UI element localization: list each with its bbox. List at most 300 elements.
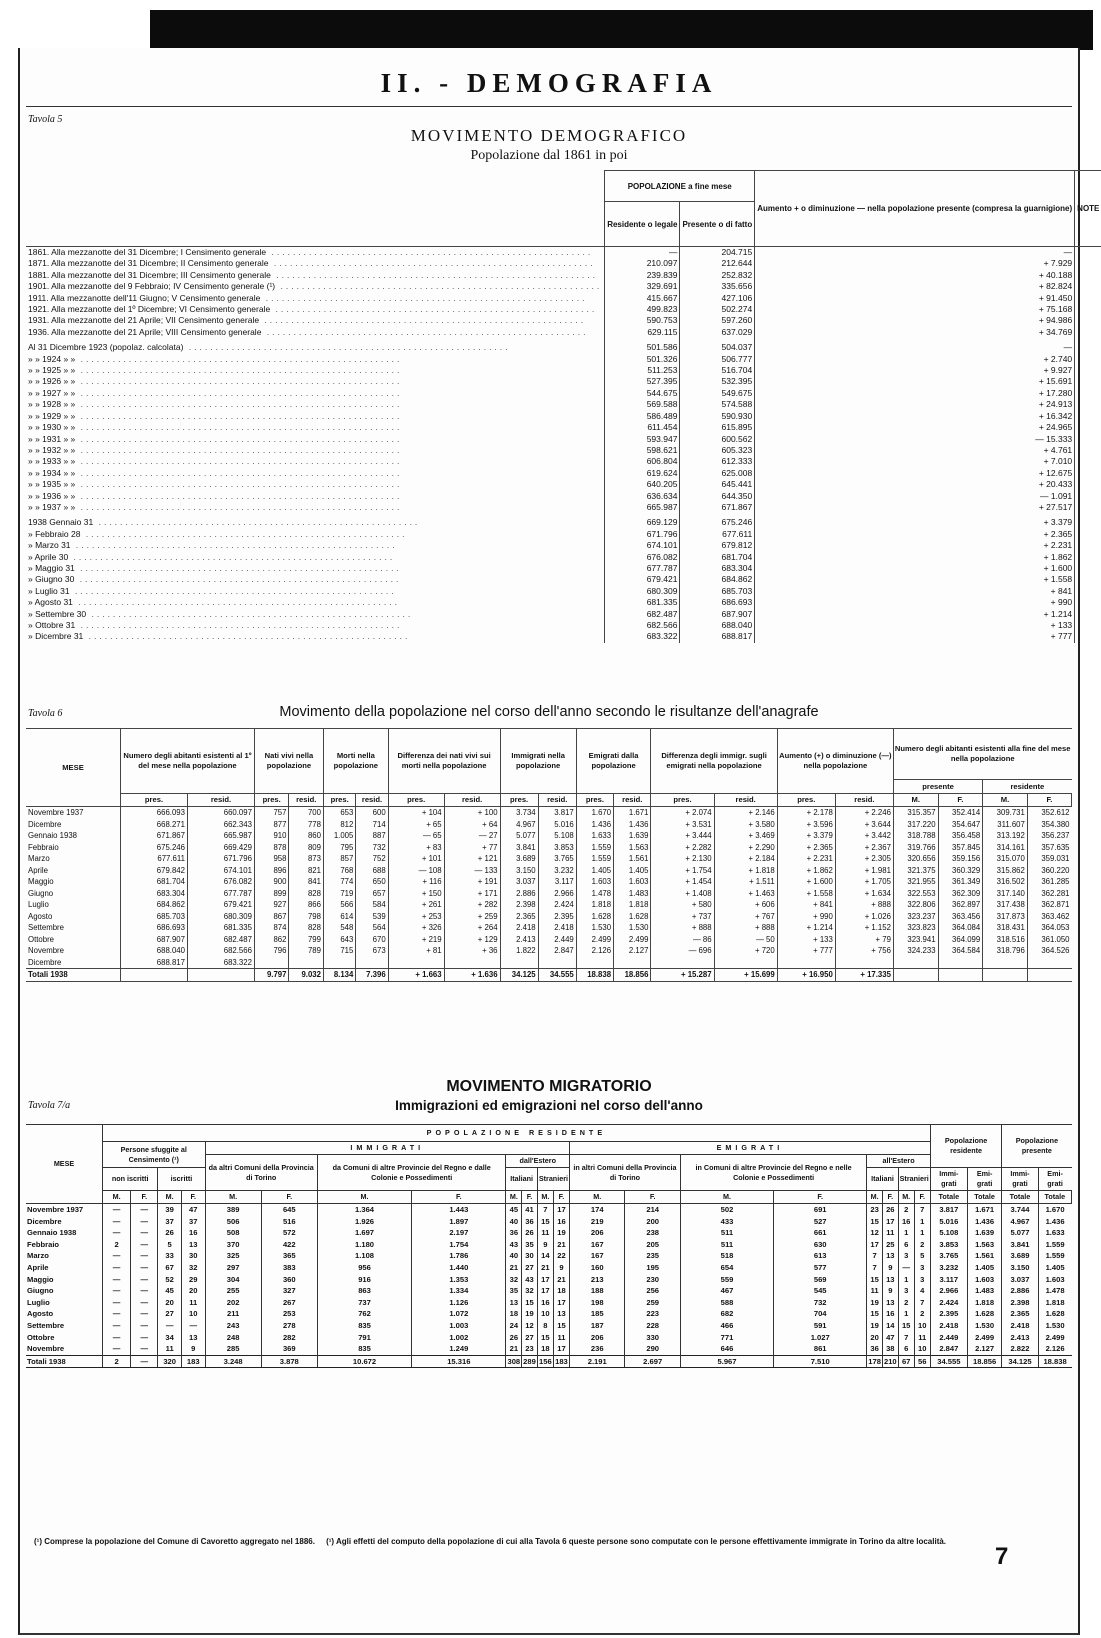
t7-cell: 1.639 [967,1227,1001,1239]
t6-cell: 841 [289,876,324,888]
t6-row [26,922,1072,934]
t5-row-label: » » 1925 » » ............................................................ [28,365,403,376]
t7-cell: 11 [181,1297,205,1309]
t7-cell: 35 [506,1285,522,1297]
t6-cell: + 737 [651,911,714,923]
t6-row [26,888,1072,900]
t7-header-inaltri: in altri Comuni della Provincia di Torino [570,1155,681,1191]
t7-cell: 32 [181,1262,205,1274]
t6-cell: 666.093 [121,807,188,819]
t6-cell: 362.871 [1027,899,1071,911]
t7-cell: 1.561 [967,1250,1001,1262]
t7-cell: 2.966 [930,1285,967,1297]
t6-cell: 359.031 [1027,853,1071,865]
section-title: II. - DEMOGRAFIA [380,68,718,98]
t6-cell: 323.941 [893,934,938,946]
t5-row-label: » Dicembre 31 ............................................................ [28,631,411,642]
t7-cell: 167 [570,1250,625,1262]
t6-cell: 2.413 [500,934,538,946]
t6-header-morti: Morti nella popolazione [323,729,388,794]
t6-cell: + 2.365 [777,842,835,854]
t7-header-isc: iscritti [158,1168,205,1191]
t7-cell: 791 [317,1332,411,1344]
t6-total-cell: + 16.950 [777,969,835,982]
t5-residente: 681.335 [605,597,680,608]
t6-cell: 361.285 [1027,876,1071,888]
t7-total-cell: 178 [867,1355,883,1368]
t6-row [26,865,1072,877]
t7-cell: 1.440 [412,1262,506,1274]
t6-cell [538,957,576,969]
t6-cell: + 3.644 [835,819,893,831]
t7-cell: 297 [205,1262,261,1274]
t6-subheader-resid: resid. [835,794,893,807]
t5-row-label-text: » » 1932 » » [28,444,76,455]
t7-cell: 47 [181,1204,205,1216]
t5-presente: 427.106 [680,293,755,304]
t5-presente: 675.246 [680,513,755,528]
t7-header-allestero: all'Estero [867,1155,931,1168]
t5-presente: 612.333 [680,456,755,467]
t7-cell: 185 [570,1308,625,1320]
t7-cell: 1.603 [1038,1274,1071,1286]
t7-header-mese: MESE [26,1125,103,1204]
t7-month: Agosto [27,1309,54,1319]
t6-total-cell [187,969,254,982]
t6-cell [289,957,324,969]
t5-residente: 499.823 [605,304,680,315]
t7-cell: 704 [774,1308,867,1320]
t7-cell: 32 [522,1285,538,1297]
t6-title: Movimento della popolazione nel corso dell'anno secondo le risultanze dell'anagrafe [279,704,819,720]
t7-cell: 516 [261,1216,317,1228]
t5-row-label: » » 1924 » » ............................................................ [28,353,403,364]
t5-presente: 502.274 [680,304,755,315]
t5-note [1075,491,1101,502]
t6-cell: 866 [289,899,324,911]
t7-cell: 330 [625,1332,680,1344]
t6-cell [651,957,714,969]
t7-cell: 259 [625,1297,680,1309]
t7-cell: 2.886 [1002,1285,1038,1297]
t5-row [26,399,1101,410]
t6-cell: + 282 [444,899,500,911]
t7-cell: — [103,1308,131,1320]
t7-total-cell: 320 [158,1355,182,1368]
t5-row [26,631,1101,642]
t7-cell: 11 [914,1332,930,1344]
t5-row [26,411,1101,422]
t5-aumento: + 24.913 [755,399,1075,410]
t5-presente: 671.867 [680,502,755,513]
t7-total-cell: 34.555 [930,1355,967,1368]
t5-row [26,270,1101,281]
t7-cell: — [131,1297,158,1309]
t7-row [26,1262,1072,1274]
t7-cell: 2.418 [930,1320,967,1332]
t5-note [1075,631,1101,642]
t7-cell: 16 [181,1227,205,1239]
t5-note [1075,529,1101,540]
t6-cell: + 253 [388,911,444,923]
t7-cell: 3 [914,1274,930,1286]
t7-cell: 39 [158,1204,182,1216]
t5-residente: 527.395 [605,376,680,387]
t7-header-emigr-res: Emi- grati [967,1168,1001,1191]
t6-total-row [26,969,1072,982]
t5-presente: 686.693 [680,597,755,608]
t6-cell: + 191 [444,876,500,888]
t7-cell: 654 [680,1262,773,1274]
t6-cell: 356.458 [938,830,983,842]
t5-note [1075,468,1101,479]
t6-cell: + 2.146 [714,807,777,819]
t6-cell: + 171 [444,888,500,900]
t6-cell: 681.704 [121,876,188,888]
t6-cell: + 756 [835,945,893,957]
t6-cell: 662.343 [187,819,254,831]
footnotes [34,1536,1064,1547]
t5-row-label: » » 1929 » » ............................................................ [28,410,403,421]
t7-cell: 19 [867,1297,883,1309]
t7-cell: 16 [553,1216,569,1228]
t7-cell: 38 [882,1343,898,1355]
t6-cell: 796 [254,945,289,957]
t7-cell: 160 [570,1262,625,1274]
t7-cell: 1.671 [967,1204,1001,1216]
t5-note [1075,620,1101,631]
t7-cell: 3.817 [930,1204,967,1216]
t5-row [26,574,1101,585]
t7-cell: 325 [205,1250,261,1262]
t6-cell: + 888 [651,922,714,934]
t6-header-presente: presente [893,780,982,794]
t5-note [1075,597,1101,608]
t7-header-incomuni: in Comuni di altre Provincie del Regno e nelle Colonie e Possedimenti [680,1155,866,1191]
t6-cell: 768 [323,865,355,877]
t6-cell: 316.502 [983,876,1028,888]
t5-aumento: + 133 [755,620,1075,631]
t6-cell: 680.309 [187,911,254,923]
t6-cell: 1.639 [614,830,651,842]
t7-cell: 195 [625,1262,680,1274]
t6-month: Luglio [28,900,49,909]
t7-cell: — [103,1285,131,1297]
t7-total-cell: 156 [537,1355,553,1368]
t5-row-label: » » 1931 » » ............................................................ [28,433,403,444]
t6-cell: 812 [323,819,355,831]
t7-month: Maggio [27,1274,54,1284]
t6-month: Marzo [28,854,50,863]
t7-cell: 26 [158,1227,182,1239]
t6-subheader-pres: pres. [254,794,289,807]
t7-cell: — [158,1320,182,1332]
t5-residente: 598.621 [605,445,680,456]
t7-cell: 10 [181,1308,205,1320]
t5-row [26,620,1101,631]
t7-cell: 545 [774,1285,867,1297]
t6-cell: + 2.290 [714,842,777,854]
t6-cell: 1.818 [576,899,613,911]
t5-row-label: » » 1926 » » ............................................................ [28,376,403,387]
t6-cell: 681.335 [187,922,254,934]
t6-cell: 671.796 [187,853,254,865]
t5-residente: 671.796 [605,529,680,540]
t7-cell: 1.926 [317,1216,411,1228]
t7-cell: 15 [522,1297,538,1309]
t7-cell: 2.398 [1002,1297,1038,1309]
t7-cell: 43 [506,1239,522,1251]
t7-cell: 188 [570,1285,625,1297]
t7-month: Novembre [27,1344,65,1354]
t7-cell: 34 [158,1332,182,1344]
t7-cell: 2.127 [967,1343,1001,1355]
t6-total-cell: 9.032 [289,969,324,982]
t7-cell: 3.853 [930,1239,967,1251]
t6-header-diff2: Differenza degli immigr. sugli emigrati nella popolazione [651,729,777,794]
t7-cell: — [103,1216,131,1228]
t6-row [26,911,1072,923]
t5-presente: 204.715 [680,247,755,259]
t5-row-label-text: » » 1933 » » [28,456,76,467]
t5-residente: 682.487 [605,609,680,620]
t6-cell: + 777 [777,945,835,957]
t5-row-label: 1861. Alla mezzanotte del 31 Dicembre; I Censimento generale ............................................................ [28,247,594,257]
t7-cell: 206 [570,1227,625,1239]
t6-cell: 1.633 [576,830,613,842]
t5-row [26,304,1101,315]
t7-cell: 5.108 [930,1227,967,1239]
t7-cell: 7 [914,1297,930,1309]
t5-row [26,563,1101,574]
t5-presente: 685.703 [680,586,755,597]
t5-aumento: + 91.450 [755,293,1075,304]
t7-cell: 228 [625,1320,680,1332]
t5-aumento: + 15.691 [755,376,1075,387]
t6-cell: 1.405 [614,865,651,877]
t7-total-cell: 3.248 [205,1355,261,1368]
t5-row-label-text: » Dicembre 31 [28,631,84,642]
t7-cell: 2.395 [930,1308,967,1320]
t6-cell: + 219 [388,934,444,946]
t7-row [26,1239,1072,1251]
t7-subheader-m: M. [898,1191,914,1204]
t6-subheader-resid: resid. [187,794,254,807]
t5-row-label: » » 1930 » » ............................................................ [28,422,403,433]
t6-cell: + 606 [714,899,777,911]
t6-total-cell [121,969,188,982]
t7-month: Gennaio 1938 [27,1228,77,1238]
t5-row-label-text: » » 1924 » » [28,353,76,364]
t5-row-label-text: » » 1929 » » [28,410,76,421]
t5-residente: 679.421 [605,574,680,585]
t7-header-estero: dall'Estero [506,1155,570,1168]
t7-cell: 861 [774,1343,867,1355]
t7-cell: 14 [882,1320,898,1332]
t5-aumento: + 2.365 [755,529,1075,540]
t6-cell: 867 [254,911,289,923]
t6-cell: + 1.026 [835,911,893,923]
t7-cell: 10 [914,1343,930,1355]
t7-title: MOVIMENTO MIGRATORIO [446,1078,652,1095]
t7-cell: 235 [625,1250,680,1262]
t5-header-pop: POPOLAZIONE a fine mese [605,171,755,202]
t6-cell: 2.424 [538,899,576,911]
t5-row [26,247,1101,259]
t7-row [26,1320,1072,1332]
t7-cell: 198 [570,1297,625,1309]
t6-cell: — 696 [651,945,714,957]
t7-cell: 1.027 [774,1332,867,1344]
t7-cell: 43 [522,1274,538,1286]
t6-month: Aprile [28,865,48,875]
t5-row-label-text: » Maggio 31 [28,562,75,573]
t6-cell: 1.822 [500,945,538,957]
t6-subheader-pres: pres. [651,794,714,807]
t7-cell: 433 [680,1216,773,1228]
t7-subheader-m: M. [680,1191,773,1204]
t6-cell: 352.414 [938,807,983,819]
t5-aumento: + 1.214 [755,609,1075,620]
t5-row-label-text: » » 1936 » » [28,490,76,501]
t6-cell: 309.731 [983,807,1028,819]
t5-row [26,468,1101,479]
t7-total-cell: 15.316 [412,1355,506,1368]
t7-cell: 467 [680,1285,773,1297]
t7-cell: 7 [537,1204,553,1216]
t6-cell: + 2.184 [714,853,777,865]
t6-cell: 2.847 [538,945,576,957]
t6-cell: + 888 [714,922,777,934]
t5-aumento: + 12.675 [755,468,1075,479]
t5-row [26,445,1101,456]
t7-cell: 9 [553,1262,569,1274]
t7-header-emigrati: EMIGRATI [570,1142,931,1155]
t7-cell: 267 [261,1297,317,1309]
t5-row [26,434,1101,445]
t7-cell: 21 [537,1262,553,1274]
t6-cell: + 83 [388,842,444,854]
t7-cell: 2.197 [412,1227,506,1239]
t6-subheader-sex: F. [938,794,983,807]
t7-cell: 256 [625,1285,680,1297]
t5-presente: 590.930 [680,411,755,422]
tavola-6-label: Tavola 6 [28,708,63,719]
t5-presente: 605.323 [680,445,755,456]
t7-cell: 8 [537,1320,553,1332]
t5-presente: 600.562 [680,434,755,445]
t6-cell: — 133 [444,865,500,877]
t5-row-label: 1931. Alla mezzanotte del 21 Aprile; VII Censimento generale ............................................................ [28,315,587,326]
t6-cell: 4.967 [500,819,538,831]
t6-cell: 314.161 [983,842,1028,854]
t7-month: Dicembre [27,1216,62,1226]
t6-cell: 3.765 [538,853,576,865]
t6-cell: 322.553 [893,888,938,900]
t7-row [26,1308,1072,1320]
t7-cell: 956 [317,1262,411,1274]
t6-cell: 2.499 [576,934,613,946]
t7-cell: 30 [181,1250,205,1262]
t5-residente: 415.667 [605,293,680,304]
t5-note [1075,365,1101,376]
t6-cell [983,957,1028,969]
t7-total-row [26,1355,1072,1368]
t7-cell: 3.689 [1002,1250,1038,1262]
t7-subheader-m: M. [537,1191,553,1204]
t7-cell: 255 [205,1285,261,1297]
t7-total-cell: 18.856 [967,1355,1001,1368]
t6-total-cell: + 1.663 [388,969,444,982]
t7-cell: 2.126 [1038,1343,1071,1355]
t7-cell: — [103,1262,131,1274]
t7-cell: 682 [680,1308,773,1320]
t5-row [26,354,1101,365]
t7-cell: 206 [570,1332,625,1344]
t6-cell: 364.584 [938,945,983,957]
t5-row-label: 1911. Alla mezzanotte dell'11 Giugno; V Censimento generale ............................................................ [28,292,588,303]
t5-aumento: + 841 [755,586,1075,597]
t6-cell: 5.077 [500,830,538,842]
t7-cell: 2.499 [967,1332,1001,1344]
t7-cell: 11 [867,1285,883,1297]
t7-cell: — [131,1250,158,1262]
t7-cell: 1 [898,1274,914,1286]
t5-residente: 636.634 [605,491,680,502]
t6-header-aum: Aumento (+) o diminuzione (—) nella popolazione [777,729,893,794]
t5-row [26,258,1101,269]
t6-cell: + 767 [714,911,777,923]
t6-month: Febbraio [28,842,59,852]
t7-cell: 1.353 [412,1274,506,1286]
t7-cell: 21 [553,1274,569,1286]
t7-cell: 1.818 [967,1297,1001,1309]
t6-cell: 809 [289,842,324,854]
t5-row-label: » Febbraio 28 ............................................................ [28,528,408,539]
t6-cell: 357.845 [938,842,983,854]
t6-cell: 363.456 [938,911,983,923]
t7-cell: 47 [882,1332,898,1344]
t5-note [1075,315,1101,326]
t7-cell: 691 [774,1204,867,1216]
t5-note [1075,422,1101,433]
t5-row-label: » Maggio 31 ............................................................ [28,562,402,573]
t6-cell: 1.483 [614,888,651,900]
t6-cell: — 86 [651,934,714,946]
t6-cell: 361.349 [938,876,983,888]
t7-cell: 15 [537,1216,553,1228]
t5-row-label: 1881. Alla mezzanotte del 31 Dicembre; III Censimento generale ............................................................ [28,269,598,280]
t7-cell: 41 [522,1204,538,1216]
t5-row-label-text: » Ottobre 31 [28,620,76,630]
t7-total-cell: 2.191 [570,1355,625,1368]
t6-cell: 1.670 [576,807,613,819]
t7-cell: 1.443 [412,1204,506,1216]
t6-cell: 315.862 [983,865,1028,877]
t6-cell: 887 [356,830,388,842]
t7-cell: 2.418 [1002,1320,1038,1332]
t7-total-cell: — [131,1355,158,1368]
t7-total-cell: 308 [506,1355,522,1368]
t6-cell: 927 [254,899,289,911]
t6-header-diff: Differenza dei nati vivi sui morti nella popolazione [388,729,500,794]
t7-cell: 21 [506,1343,522,1355]
t6-cell: 643 [323,934,355,946]
t6-cell: + 2.367 [835,842,893,854]
t5-presente: 637.029 [680,327,755,338]
t6-cell [893,957,938,969]
t6-cell: + 1.152 [835,922,893,934]
